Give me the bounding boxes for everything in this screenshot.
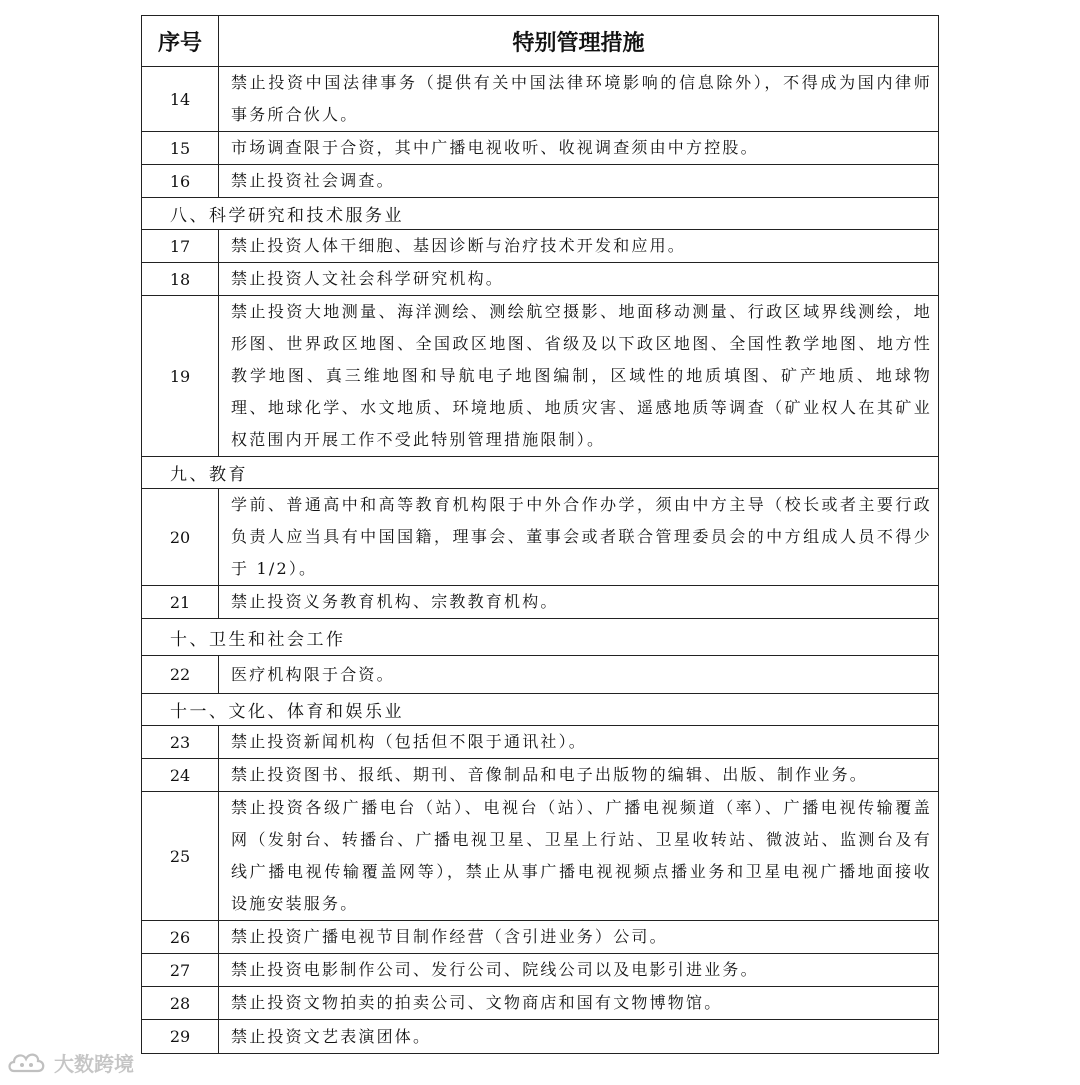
row-number: 20 xyxy=(142,489,219,586)
table-row xyxy=(142,1020,939,1054)
row-measure-text: 禁止投资义务教育机构、宗教教育机构。 xyxy=(219,586,939,619)
row-number: 22 xyxy=(142,656,219,694)
row-number: 26 xyxy=(142,921,219,954)
table-body xyxy=(142,67,939,1054)
row-measure-text: 禁止投资文物拍卖的拍卖公司、文物商店和国有文物博物馆。 xyxy=(219,987,939,1020)
table-row xyxy=(142,726,939,759)
row-number: 27 xyxy=(142,954,219,987)
section-title: 十、卫生和社会工作 xyxy=(142,619,939,656)
row-measure-text: 市场调查限于合资，其中广播电视收听、收视调查须由中方控股。 xyxy=(219,132,939,165)
table-row xyxy=(142,263,939,296)
table-header-row xyxy=(142,16,939,67)
table-row xyxy=(142,165,939,198)
table-row xyxy=(142,230,939,263)
header-number: 序号 xyxy=(142,16,219,67)
table-row xyxy=(142,954,939,987)
row-measure-text: 禁止投资新闻机构（包括但不限于通讯社）。 xyxy=(219,726,939,759)
section-row xyxy=(142,619,939,656)
row-measure-text: 禁止投资大地测量、海洋测绘、测绘航空摄影、地面移动测量、行政区域界线测绘，地形图、世界政区地图、全国政区地图、省级及以下政区地图、全国性教学地图、地方性教学地图、真三维地图和导航电子地图编制，区域性的地质填图、矿产地质、地球物理、地球化学、水文地质、环境地质、地质灾害、遥感地质等调查（矿业权人在其矿业权范围内开展工作不受此特别管理措施限制）。 xyxy=(219,296,939,457)
row-measure-text: 禁止投资人文社会科学研究机构。 xyxy=(219,263,939,296)
section-title: 十一、文化、体育和娱乐业 xyxy=(142,694,939,726)
table-row xyxy=(142,489,939,586)
row-measure-text: 禁止投资社会调查。 xyxy=(219,165,939,198)
row-measure-text: 禁止投资各级广播电台（站）、电视台（站）、广播电视频道（率）、广播电视传输覆盖网（发射台、转播台、广播电视卫星、卫星上行站、卫星收转站、微波站、监测台及有线广播电视传输覆盖网等），禁止从事广播电视视频点播业务和卫星电视广播地面接收设施安装服务。 xyxy=(219,792,939,921)
row-measure-text: 学前、普通高中和高等教育机构限于中外合作办学，须由中方主导（校长或者主要行政负责人应当具有中国国籍，理事会、董事会或者联合管理委员会的中方组成人员不得少于 1/2）。 xyxy=(219,489,939,586)
row-number: 18 xyxy=(142,263,219,296)
row-number: 15 xyxy=(142,132,219,165)
row-measure-text: 禁止投资广播电视节目制作经营（含引进业务）公司。 xyxy=(219,921,939,954)
table-row xyxy=(142,586,939,619)
table-row xyxy=(142,792,939,921)
row-measure-text: 禁止投资中国法律事务（提供有关中国法律环境影响的信息除外），不得成为国内律师事务所合伙人。 xyxy=(219,67,939,132)
watermark xyxy=(6,1046,134,1078)
row-number: 14 xyxy=(142,67,219,132)
table-row xyxy=(142,656,939,694)
table-row xyxy=(142,987,939,1020)
row-number: 17 xyxy=(142,230,219,263)
table-row xyxy=(142,132,939,165)
row-number: 24 xyxy=(142,759,219,792)
table-row xyxy=(142,296,939,457)
row-number: 16 xyxy=(142,165,219,198)
section-row xyxy=(142,198,939,230)
row-number: 23 xyxy=(142,726,219,759)
row-measure-text: 医疗机构限于合资。 xyxy=(219,656,939,694)
row-measure-text: 禁止投资电影制作公司、发行公司、院线公司以及电影引进业务。 xyxy=(219,954,939,987)
table-row xyxy=(142,67,939,132)
row-number: 21 xyxy=(142,586,219,619)
cloud-logo-icon xyxy=(6,1049,50,1075)
header-measures: 特别管理措施 xyxy=(219,16,939,67)
row-number: 28 xyxy=(142,987,219,1020)
row-measure-text: 禁止投资图书、报纸、期刊、音像制品和电子出版物的编辑、出版、制作业务。 xyxy=(219,759,939,792)
row-number: 19 xyxy=(142,296,219,457)
watermark-text: 大数跨境 xyxy=(54,1051,134,1076)
section-title: 八、科学研究和技术服务业 xyxy=(142,198,939,230)
table-row xyxy=(142,759,939,792)
section-row xyxy=(142,457,939,489)
section-title: 九、教育 xyxy=(142,457,939,489)
row-measure-text: 禁止投资人体干细胞、基因诊断与治疗技术开发和应用。 xyxy=(219,230,939,263)
table-row xyxy=(142,921,939,954)
row-number: 29 xyxy=(142,1020,219,1054)
section-row xyxy=(142,694,939,726)
row-measure-text: 禁止投资文艺表演团体。 xyxy=(219,1020,939,1054)
row-number: 25 xyxy=(142,792,219,921)
measures-table xyxy=(141,15,939,1054)
